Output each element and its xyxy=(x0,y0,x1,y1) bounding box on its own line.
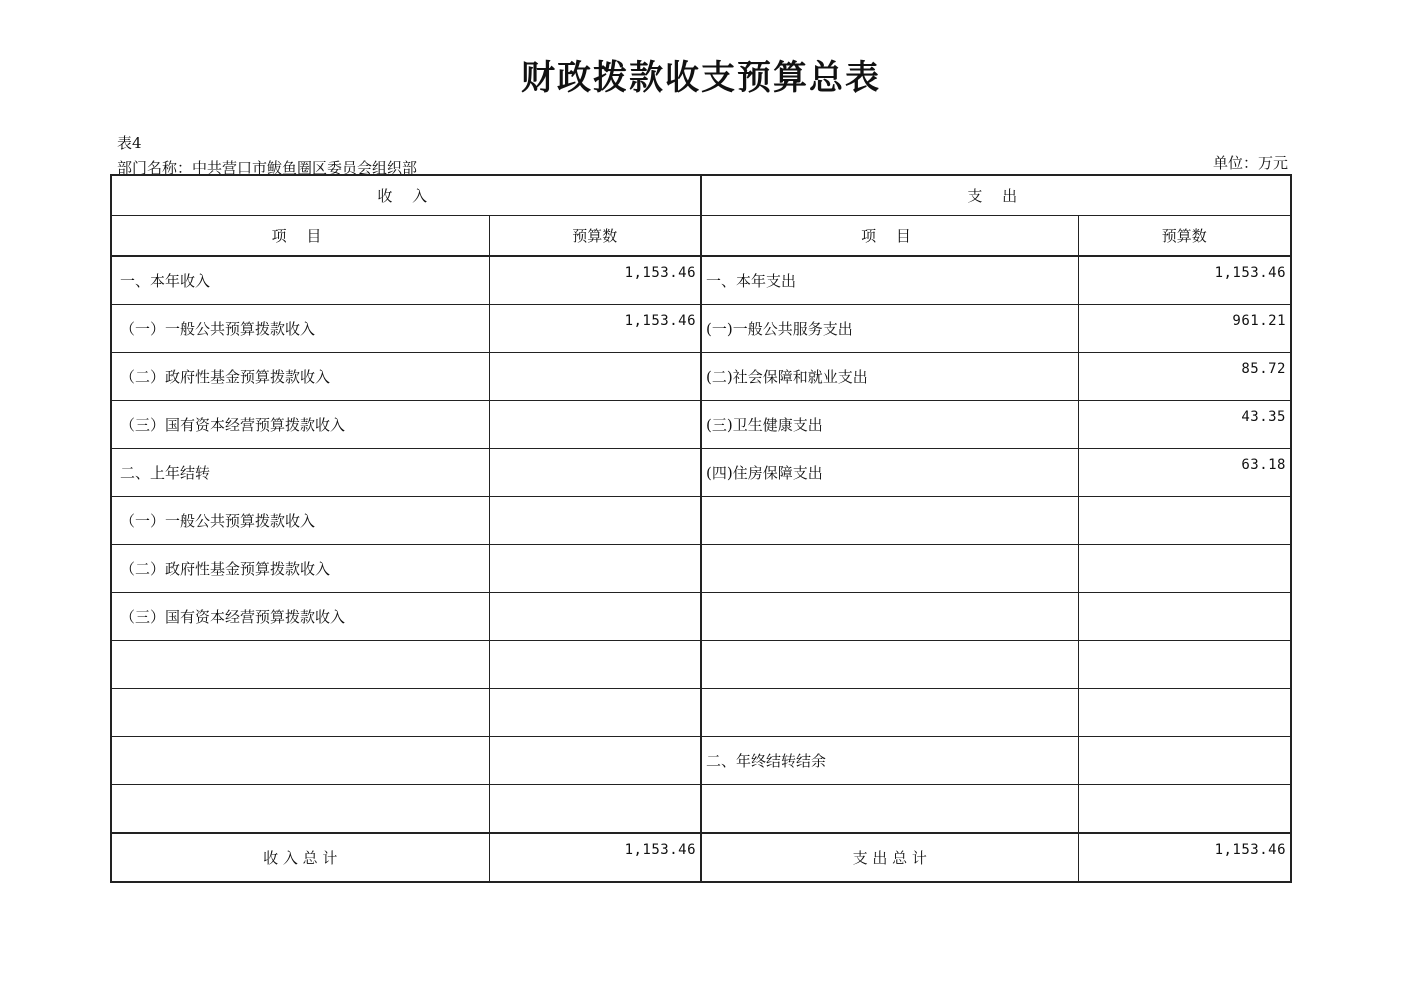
income-item: （二）政府性基金预算拨款收入 xyxy=(111,353,489,401)
income-value: 1,153.46 xyxy=(489,305,701,353)
income-value xyxy=(489,737,701,785)
expense-total-label: 支 出 总 计 xyxy=(701,833,1078,882)
expense-value: 63.18 xyxy=(1078,449,1291,497)
expense-item xyxy=(701,545,1078,593)
expense-item xyxy=(701,497,1078,545)
expense-section-header: 支 出 xyxy=(701,175,1291,216)
department-name: 部门名称：中共营口市鲅鱼圈区委员会组织部 xyxy=(117,159,418,177)
income-item: （二）政府性基金预算拨款收入 xyxy=(111,545,489,593)
income-section-header: 收 入 xyxy=(111,175,701,216)
expense-item-header: 项 目 xyxy=(701,216,1078,257)
income-value xyxy=(489,401,701,449)
income-item xyxy=(111,689,489,737)
table-row xyxy=(111,401,1291,449)
table-row xyxy=(111,305,1291,353)
expense-item: (二)社会保障和就业支出 xyxy=(701,353,1078,401)
income-value xyxy=(489,497,701,545)
expense-value xyxy=(1078,641,1291,689)
income-item xyxy=(111,737,489,785)
table-number: 表4 xyxy=(117,134,142,152)
income-value xyxy=(489,353,701,401)
expense-value xyxy=(1078,737,1291,785)
income-item: （三）国有资本经营预算拨款收入 xyxy=(111,401,489,449)
expense-item: (三)卫生健康支出 xyxy=(701,401,1078,449)
income-item: （三）国有资本经营预算拨款收入 xyxy=(111,593,489,641)
income-value: 1,153.46 xyxy=(489,256,701,305)
income-value xyxy=(489,449,701,497)
income-value xyxy=(489,593,701,641)
expense-total-value: 1,153.46 xyxy=(1078,833,1291,882)
income-item xyxy=(111,785,489,834)
table-row xyxy=(111,785,1291,834)
income-value xyxy=(489,785,701,834)
table-body xyxy=(111,256,1291,833)
expense-item: (一)一般公共服务支出 xyxy=(701,305,1078,353)
column-header-row xyxy=(111,216,1291,257)
expense-value xyxy=(1078,545,1291,593)
totals-row xyxy=(111,833,1291,882)
income-item: 一、本年收入 xyxy=(111,256,489,305)
income-value xyxy=(489,545,701,593)
expense-value: 961.21 xyxy=(1078,305,1291,353)
table-row xyxy=(111,497,1291,545)
table-row xyxy=(111,593,1291,641)
income-item: 二、上年结转 xyxy=(111,449,489,497)
expense-item: (四)住房保障支出 xyxy=(701,449,1078,497)
expense-budget-header: 预算数 xyxy=(1078,216,1291,257)
table-row xyxy=(111,737,1291,785)
table-row xyxy=(111,353,1291,401)
income-item xyxy=(111,641,489,689)
expense-item xyxy=(701,593,1078,641)
expense-item: 二、年终结转结余 xyxy=(701,737,1078,785)
income-item-header: 项 目 xyxy=(111,216,489,257)
page-title: 财政拨款收支预算总表 xyxy=(521,58,881,98)
expense-item xyxy=(701,689,1078,737)
income-total-value: 1,153.46 xyxy=(489,833,701,882)
expense-value: 43.35 xyxy=(1078,401,1291,449)
expense-value xyxy=(1078,497,1291,545)
expense-value xyxy=(1078,785,1291,834)
section-header-row xyxy=(111,175,1291,216)
expense-item xyxy=(701,641,1078,689)
expense-item xyxy=(701,785,1078,834)
expense-item: 一、本年支出 xyxy=(701,256,1078,305)
income-item: （一）一般公共预算拨款收入 xyxy=(111,305,489,353)
table-row xyxy=(111,256,1291,305)
income-total-label: 收 入 总 计 xyxy=(111,833,489,882)
table-row xyxy=(111,545,1291,593)
income-item: （一）一般公共预算拨款收入 xyxy=(111,497,489,545)
table-row xyxy=(111,689,1291,737)
income-value xyxy=(489,689,701,737)
table-row xyxy=(111,449,1291,497)
expense-value xyxy=(1078,689,1291,737)
budget-table xyxy=(110,174,1292,883)
income-budget-header: 预算数 xyxy=(489,216,701,257)
expense-value: 85.72 xyxy=(1078,353,1291,401)
income-value xyxy=(489,641,701,689)
expense-value xyxy=(1078,593,1291,641)
expense-value: 1,153.46 xyxy=(1078,256,1291,305)
table-row xyxy=(111,641,1291,689)
unit-label: 单位：万元 xyxy=(1212,154,1288,172)
